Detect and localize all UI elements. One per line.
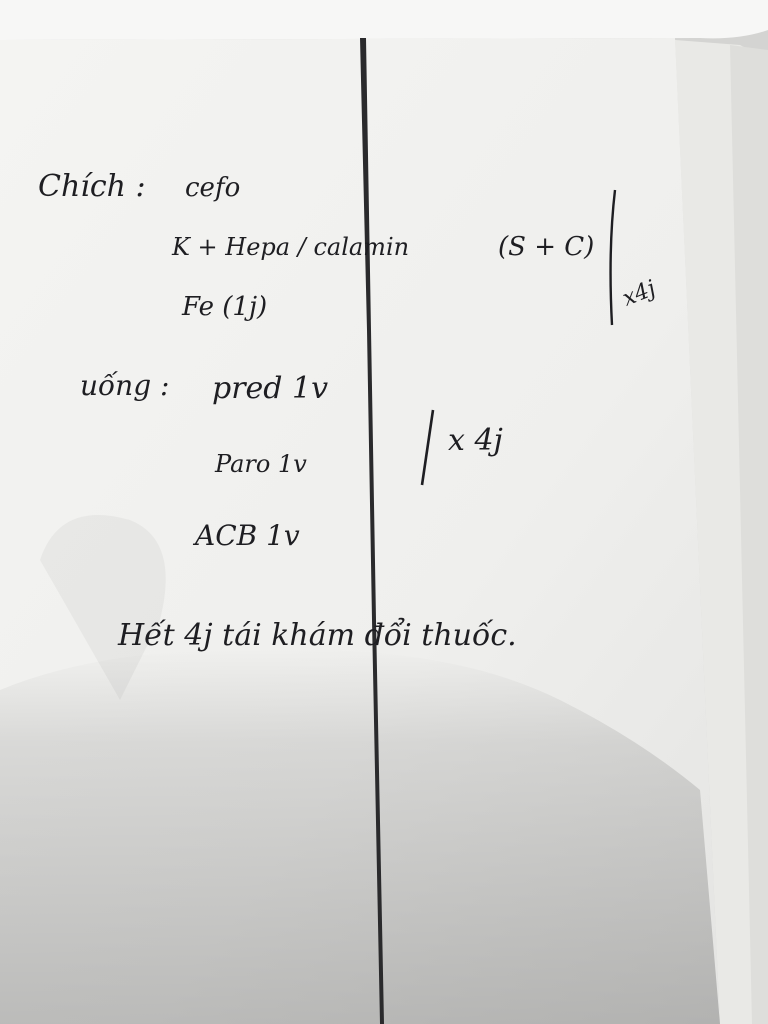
injection-item-2: K + Hepa / calamin: [172, 233, 410, 261]
oral-item-2: Paro 1v: [215, 450, 307, 478]
instruction-text: Hết 4j tái khám đổi thuốc.: [118, 618, 517, 653]
injection-item-1: cefo: [185, 173, 241, 203]
oral-label: uống :: [80, 369, 170, 402]
oral-item-1: pred 1v: [212, 371, 329, 406]
oral-duration: x 4j: [448, 423, 503, 458]
injection-duration: x4j: [619, 276, 660, 312]
injection-timing: (S + C): [498, 232, 595, 262]
top-sheet-edge: [0, 0, 768, 40]
injection-label: Chích :: [38, 169, 146, 204]
injection-item-3: Fe (1j): [182, 292, 268, 322]
oral-item-3: ACB 1v: [195, 519, 300, 552]
